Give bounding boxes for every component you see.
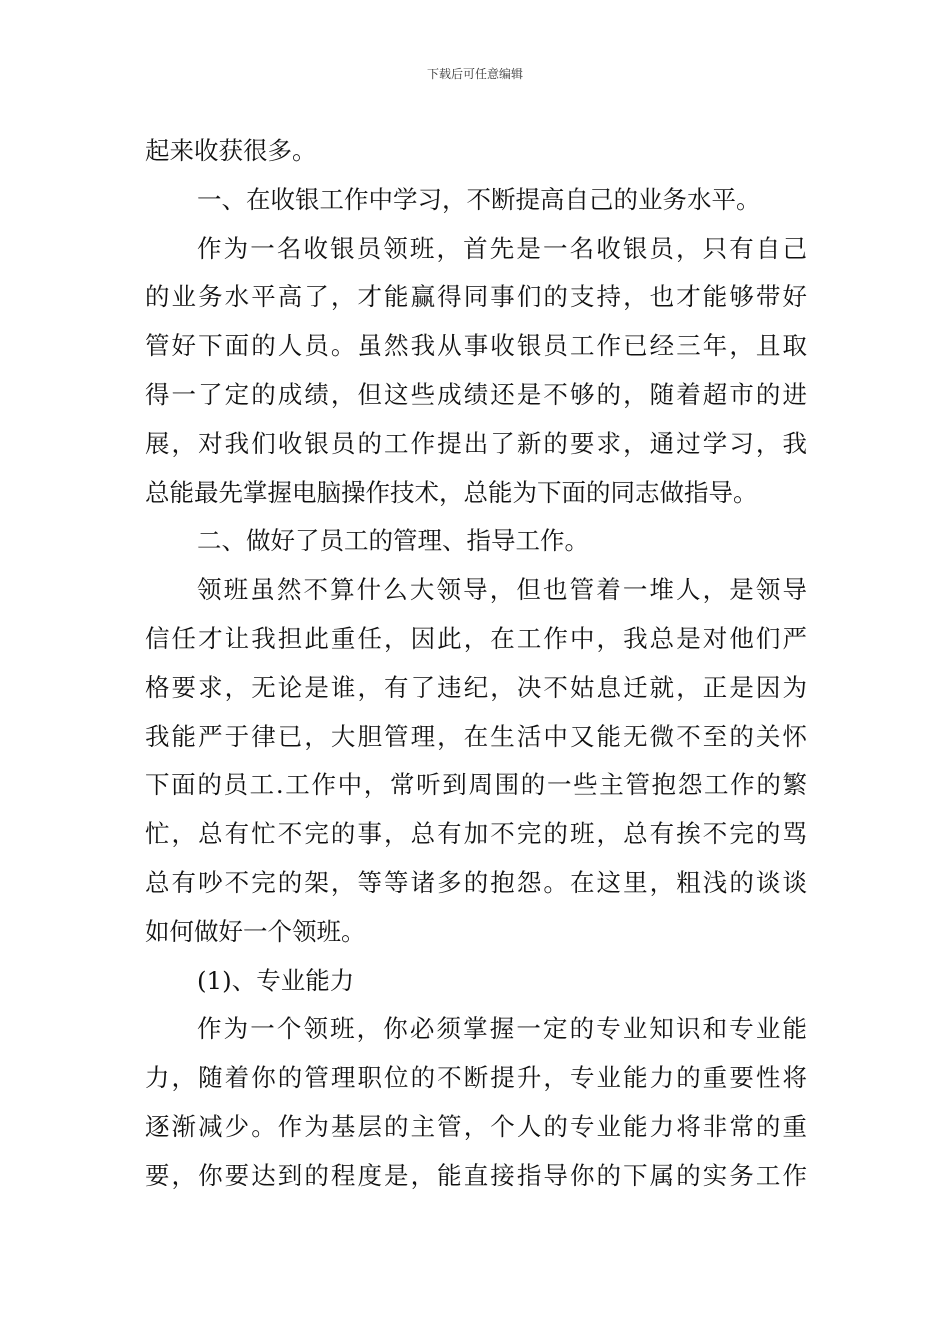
document-body bbox=[145, 127, 807, 1201]
text-line: 起来收获很多。 bbox=[145, 136, 317, 165]
text-line: 一、在收银工作中学习，不断提高自己的业务水平。 bbox=[197, 184, 761, 214]
text-line: 总有吵不完的架，等等诸多的抱怨。在这里，粗浅的谈谈 bbox=[145, 867, 807, 897]
text-line: 二、做好了员工的管理、指导工作。 bbox=[197, 526, 589, 556]
text-line: (1)、专业能力 bbox=[197, 965, 355, 995]
text-line: 得一了定的成绩，但这些成绩还是不够的，随着超市的进 bbox=[145, 379, 807, 409]
text-line: 作为一名收银员领班，首先是一名收银员，只有自己 bbox=[197, 233, 807, 263]
text-line: 领班虽然不算什么大领导，但也管着一堆人，是领导 bbox=[197, 575, 807, 605]
text-line: 展，对我们收银员的工作提出了新的要求，通过学习，我 bbox=[145, 428, 807, 458]
text-line: 格要求，无论是谁，有了违纪，决不姑息迁就，正是因为 bbox=[145, 672, 807, 702]
text-line: 下面的员工.工作中，常听到周围的一些主管抱怨工作的繁 bbox=[145, 770, 807, 800]
text-line: 力，随着你的管理职位的不断提升，专业能力的重要性将 bbox=[145, 1063, 807, 1093]
text-line: 忙，总有忙不完的事，总有加不完的班，总有挨不完的骂 bbox=[145, 819, 807, 849]
text-line: 总能最先掌握电脑操作技术，总能为下面的同志做指导。 bbox=[145, 477, 758, 507]
text-line: 的业务水平高了，才能赢得同事们的支持，也才能够带好 bbox=[145, 282, 807, 312]
text-line: 如何做好一个领班。 bbox=[145, 916, 366, 946]
page-header: 下载后可任意编辑 bbox=[426, 67, 523, 81]
text-line: 我能严于律已，大胆管理，在生活中又能无微不至的关怀 bbox=[145, 721, 807, 751]
text-line: 要，你要达到的程度是，能直接指导你的下属的实务工作 bbox=[145, 1160, 807, 1190]
text-line: 信任才让我担此重任，因此，在工作中，我总是对他们严 bbox=[145, 623, 807, 653]
text-line: 管好下面的人员。虽然我从事收银员工作已经三年，且取 bbox=[145, 331, 807, 361]
text-line: 逐渐减少。作为基层的主管，个人的专业能力将非常的重 bbox=[145, 1111, 807, 1141]
text-line: 作为一个领班，你必须掌握一定的专业知识和专业能 bbox=[197, 1014, 807, 1044]
